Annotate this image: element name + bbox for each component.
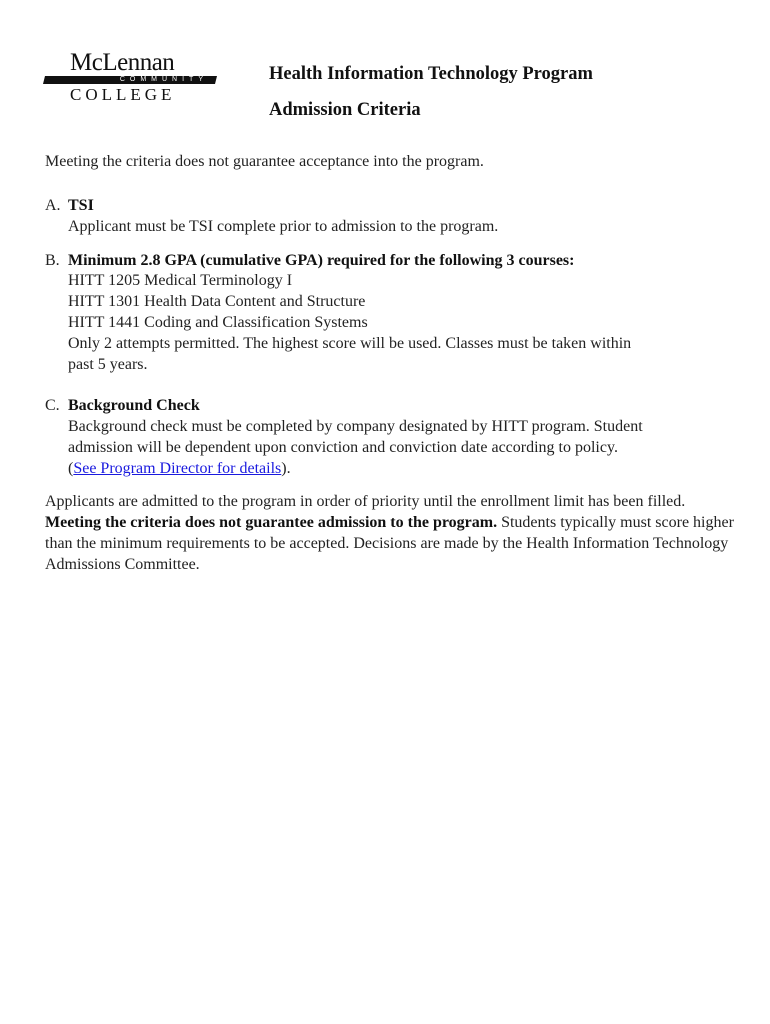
section-c-line: admission will be dependent upon conviction and conviction date according to policy. — [68, 439, 618, 456]
section-c-line: Background check must be completed by company designated by HITT program. Student — [68, 418, 643, 435]
logo-college: COLLEGE — [70, 85, 176, 104]
program-director-link[interactable]: See Program Director for details — [73, 460, 282, 477]
closing-paragraph: Applicants are admitted to the program in order of priority until the enrollment limit has been filled. Meeting the criteria does not guarantee admission to the program. Students typically must score higher than the minimum requirements to be accepted. Decisions are made by the Health Information Technology Admissions Committee. — [45, 493, 734, 573]
attempts-note-cont: past 5 years. — [68, 356, 148, 373]
logo-band-text: COMMUNITY — [119, 76, 208, 83]
section-a-line: Applicant must be TSI complete prior to admission to the program. — [68, 218, 499, 235]
section-c-letter: C. — [45, 397, 60, 414]
section-a-letter: A. — [45, 197, 61, 214]
section-c-link-line: (See Program Director for details). — [68, 460, 291, 477]
course-line: HITT 1205 Medical Terminology I — [68, 272, 293, 289]
section-b-heading: Minimum 2.8 GPA (cumulative GPA) required for the following 3 courses: — [68, 252, 575, 269]
page-subtitle: Admission Criteria — [269, 100, 421, 120]
closing-bold: Meeting the criteria does not guarantee admission to the program. — [45, 514, 498, 531]
section-c-heading: Background Check — [68, 397, 200, 414]
section-a-heading: TSI — [68, 197, 94, 214]
intro-text: Meeting the criteria does not guarantee acceptance into the program. — [45, 153, 484, 170]
course-line: HITT 1441 Coding and Classification Systems — [68, 314, 368, 331]
college-logo — [44, 50, 216, 106]
section-b-letter: B. — [45, 252, 60, 269]
attempts-note: Only 2 attempts permitted. The highest score will be used. Classes must be taken within — [68, 335, 632, 352]
course-line: HITT 1301 Health Data Content and Structure — [68, 293, 366, 310]
logo-band — [43, 76, 217, 84]
logo-wordmark: McLennan — [70, 49, 175, 76]
page-title: Health Information Technology Program — [269, 64, 593, 84]
